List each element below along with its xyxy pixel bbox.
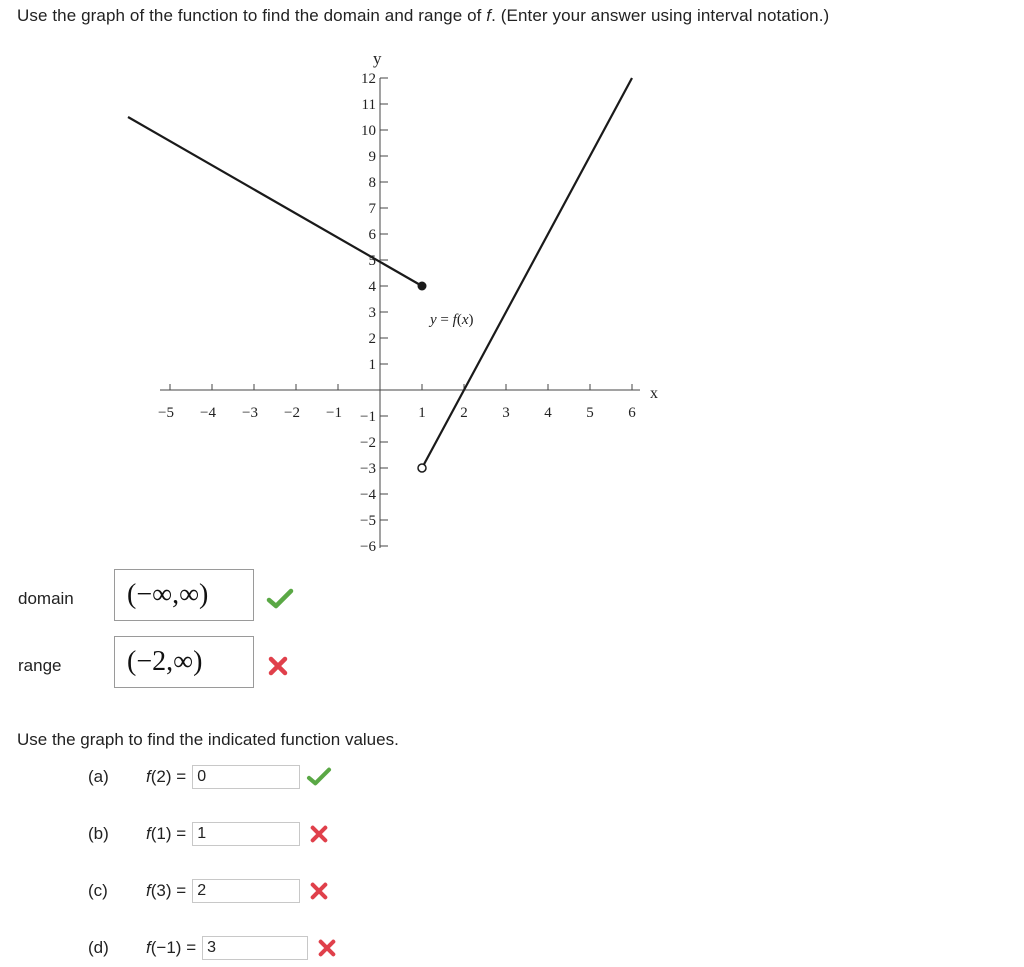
axes — [160, 78, 640, 548]
y-tick-label: 5 — [368, 253, 376, 269]
y-tick-label: −6 — [360, 539, 376, 555]
y-tick-label: 12 — [361, 71, 376, 87]
y-tick-label: −1 — [360, 409, 376, 425]
x-tick-label: −2 — [284, 405, 300, 421]
part-c-expression: f(3) = — [146, 881, 187, 900]
curve-label: y = f(x) — [430, 312, 474, 328]
x-tick-label: −3 — [242, 405, 258, 421]
y-tick-label: 1 — [368, 357, 376, 373]
ticks — [158, 71, 636, 555]
prompt-function-name: f — [486, 6, 492, 25]
part-d-expression: f(−1) = — [146, 938, 197, 957]
y-tick-label: 3 — [368, 305, 376, 321]
part-d-answer-input[interactable] — [202, 936, 308, 960]
part-d — [88, 935, 336, 961]
part-b — [88, 821, 328, 847]
y-tick-label: 8 — [368, 175, 376, 191]
domain-answer-value: (−∞,∞) — [127, 579, 209, 610]
x-tick-label: −5 — [158, 405, 174, 421]
part-b-answer-input[interactable] — [192, 822, 300, 846]
y-tick-label: 7 — [368, 201, 376, 217]
y-axis-label: y — [373, 49, 382, 68]
x-tick-label: 1 — [418, 405, 426, 421]
cross-icon — [310, 825, 328, 843]
domain-label: domain — [18, 589, 74, 608]
range-label: range — [18, 656, 62, 675]
prompt-tail: . (Enter your answer using interval notation.) — [491, 6, 830, 25]
y-tick-label: 4 — [368, 279, 376, 295]
y-tick-label: 11 — [361, 97, 376, 113]
y-tick-label: −2 — [360, 435, 376, 451]
y-tick-label: 10 — [361, 123, 376, 139]
part-d-letter: (d) — [88, 938, 109, 957]
range-answer-value: (−2,∞) — [127, 646, 203, 677]
part-b-expression: f(1) = — [146, 824, 187, 843]
check-icon — [306, 767, 332, 787]
left-ray — [128, 117, 422, 286]
part-a-answer-input[interactable] — [192, 765, 300, 789]
x-tick-label: −1 — [326, 405, 342, 421]
x-tick-label: 4 — [544, 405, 552, 421]
y-tick-label: 9 — [368, 149, 376, 165]
part-b-letter: (b) — [88, 824, 109, 843]
x-tick-label: 6 — [628, 405, 636, 421]
right-ray — [422, 78, 632, 468]
x-tick-label: −4 — [200, 405, 216, 421]
y-tick-label: −3 — [360, 461, 376, 477]
cross-icon — [318, 939, 336, 957]
part-a-letter: (a) — [88, 767, 109, 786]
x-tick-label: 3 — [502, 405, 510, 421]
y-tick-label: 2 — [368, 331, 376, 347]
x-tick-label: 5 — [586, 405, 594, 421]
cross-icon — [310, 882, 328, 900]
part-a-expression: f(2) = — [146, 767, 187, 786]
domain-answer-box[interactable] — [114, 569, 254, 621]
part-c — [88, 878, 328, 904]
y-tick-label: −4 — [360, 487, 376, 503]
range-answer-box[interactable] — [114, 636, 254, 688]
x-tick-label: 2 — [460, 405, 468, 421]
y-tick-label: 6 — [368, 227, 376, 243]
x-axis-label: x — [650, 385, 658, 402]
check-icon — [266, 588, 294, 610]
open-endpoint — [418, 464, 426, 472]
prompt-lead: Use the graph of the function to find the domain and range of — [17, 6, 487, 25]
part-c-letter: (c) — [88, 881, 108, 900]
y-tick-label: −5 — [360, 513, 376, 529]
values-prompt: Use the graph to find the indicated function values. — [17, 730, 399, 749]
part-a — [88, 764, 332, 790]
part-c-answer-input[interactable] — [192, 879, 300, 903]
cross-icon — [268, 656, 288, 676]
closed-endpoint — [418, 282, 427, 291]
